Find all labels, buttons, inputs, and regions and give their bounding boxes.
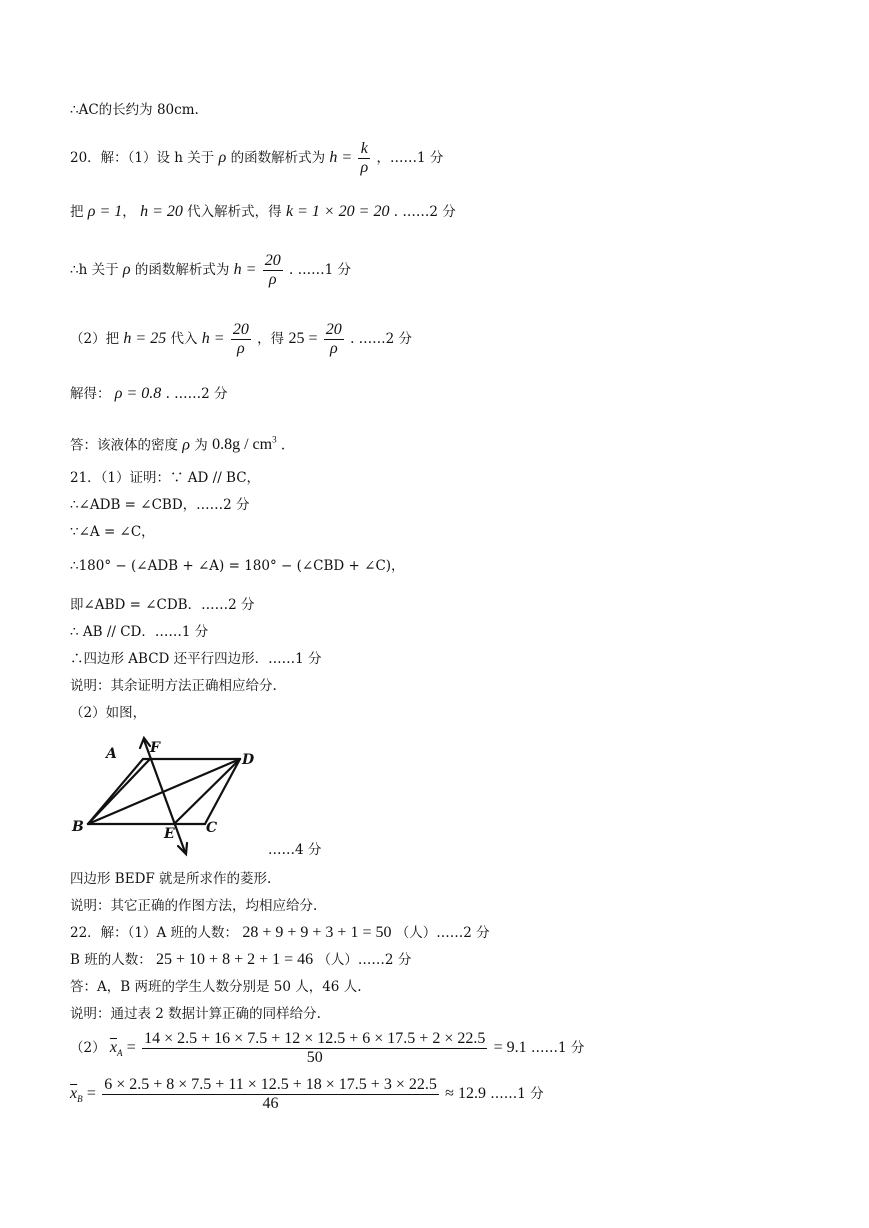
text-line-class-a-count	[70, 923, 490, 943]
text-segment: .	[280, 437, 286, 454]
text-line-20-intro	[70, 140, 443, 177]
fraction-numerator: 20	[325, 321, 342, 338]
text-segment: 代入解析式，得	[187, 204, 282, 220]
text-segment: 的函数解析式为	[134, 262, 230, 278]
x-bar: $\overline{x}$	[70, 1085, 78, 1102]
subscript-b: B	[77, 1094, 83, 1105]
text-segment: ，……1 分	[376, 150, 444, 166]
fraction-numerator: 20	[232, 321, 249, 338]
fraction-20-over-rho	[324, 321, 344, 358]
superscript-3: 3	[272, 435, 277, 445]
fraction-k-over-rho	[358, 140, 370, 177]
text-line-mean-a: （2） $\overline{x}_A$ = $\frac{14 \times 2.5 + 16 \times 7.5 + 12 \times 12.5 + 6 \times 17.5 + 2 \times 22.5}{50}$ = 9.1 ……1 分	[70, 1030, 585, 1066]
text-line-class-b-count	[70, 950, 411, 970]
x-bar: $\overline{x}$	[109, 1039, 117, 1056]
text-line-solution	[70, 384, 228, 404]
text-segment: 20．解：（1）设 h 关于	[70, 150, 215, 166]
text-line-rhombus: 四边形 BEDF 就是所求作的菱形.	[70, 871, 272, 887]
figure-label-f: F	[150, 740, 160, 756]
text-segment: （2）把	[70, 331, 120, 347]
text-segment: 22．解：（1）A 班的人数：	[70, 925, 239, 941]
fraction-denominator: ρ	[237, 340, 245, 357]
text-segment: （人）……2 分	[317, 952, 412, 968]
fraction-denominator: 50	[306, 1049, 323, 1066]
text-line-note-1: 说明：其余证明方法正确相应给分.	[70, 678, 277, 694]
fraction-mean-b	[102, 1076, 439, 1113]
fraction-numerator: k	[358, 140, 370, 159]
subscript-a: A	[117, 1048, 123, 1059]
fraction-denominator: 46	[262, 1095, 279, 1112]
figure-label-a: A	[106, 746, 117, 762]
fraction-20-over-rho	[231, 321, 251, 358]
text-line-function	[70, 252, 351, 289]
text-line-ac-length: ∴AC的长约为 80cm.	[70, 102, 199, 118]
text-segment: （2）	[70, 1040, 106, 1056]
figure-label-c: C	[206, 820, 218, 836]
fraction-numerator: 6 × 2.5 + 8 × 7.5 + 11 × 12.5 + 18 × 17.5 + 3 × 22.5	[104, 1076, 437, 1093]
text-line-note-3: 说明：通过表 2 数据计算正确的同样给分.	[70, 1006, 321, 1022]
math-h-eq: h =	[329, 149, 353, 166]
figure-label-b: B	[72, 819, 84, 835]
fraction-denominator: ρ	[360, 159, 369, 176]
text-line-answer-density	[70, 430, 285, 455]
fraction-denominator: ρ	[329, 340, 338, 357]
fraction-numerator: 14 × 2.5 + 16 × 7.5 + 12 × 12.5 + 6 × 17.5 + 2 × 22.5	[144, 1030, 486, 1047]
text-segment: 代入	[170, 331, 198, 347]
text-segment: 的函数解析式为	[230, 150, 326, 166]
text-segment: ……1 分	[530, 1040, 585, 1056]
fraction-numerator: 20	[264, 252, 281, 269]
math-density	[212, 436, 277, 453]
text-line-ab-parallel-cd: ∴ AB // CD．……1 分	[70, 624, 209, 640]
text-line-180-equation: ∴180° − (∠ADB + ∠A) = 180° − (∠CBD + ∠C)，	[70, 558, 405, 574]
math-25-eq: 25 =	[288, 330, 318, 347]
text-line-substitute: 把 ρ = 1， h = 20 代入解析式，得 k = 1 × 20 = 20 . ……2 分	[70, 203, 456, 220]
math-x-bar-a	[109, 1039, 123, 1059]
text-line-part2	[70, 321, 412, 358]
text-line-as-figure: （2）如图，	[70, 705, 147, 721]
text-line-mean-b: $\overline{x}_B$ = $\frac{6 \times 2.5 + 8 \times 7.5 + 11 \times 12.5 + 18 \times 17.5 + 3 \times 22.5}{46}$ ≈ 12.9 ……1 分	[70, 1076, 544, 1112]
math-rho-eq-1: ρ = 1	[87, 203, 123, 220]
segment-de	[174, 759, 240, 824]
text-line-angle-adb: ∴∠ADB = ∠CBD，……2 分	[70, 497, 250, 513]
text-segment: 把	[70, 204, 84, 220]
text-line-21-proof: 21．（1）证明：∵ AD // BC，	[70, 470, 261, 486]
text-line-4-points: ……4 分	[268, 842, 322, 858]
figure-label-d: D	[242, 752, 255, 768]
text-segment: （人）……2 分	[395, 925, 490, 941]
rhombus-construction-figure	[70, 734, 270, 868]
text-segment: . ……2 分	[393, 204, 456, 220]
math-h-eq: h =	[233, 261, 257, 278]
text-segment: ，得	[257, 331, 285, 347]
text-line-answer-counts: 答：A，B 两班的学生人数分别是 50 人，46 人.	[70, 979, 362, 995]
text-segment: . ……1 分	[289, 262, 352, 278]
math-class-b-sum: 25 + 10 + 8 + 2 + 1 = 46	[156, 951, 314, 968]
math-rho: ρ	[218, 149, 227, 166]
math-rho: ρ	[122, 261, 131, 278]
text-segment: B 班的人数：	[70, 952, 152, 968]
fraction-mean-a	[142, 1030, 487, 1067]
math-class-a-sum: 28 + 9 + 9 + 3 + 1 = 50	[242, 924, 392, 941]
figure-label-e: E	[164, 826, 175, 842]
math-h-eq-20: h = 20	[140, 203, 183, 220]
text-segment: 解得：	[70, 386, 111, 402]
text-segment: ∴h 关于	[70, 262, 119, 278]
math-mean-a-result: = 9.1	[493, 1039, 527, 1056]
math-mean-b-result: ≈ 12.9	[445, 1085, 486, 1102]
density-value: 0.8g / cm	[212, 436, 273, 454]
text-segment: 答：该液体的密度	[70, 437, 178, 454]
math-h-eq-25: h = 25	[123, 330, 167, 347]
text-segment: ……1 分	[490, 1086, 544, 1102]
segment-cd	[205, 759, 240, 824]
text-line-angle-abd: 即∠ABD = ∠CDB．……2 分	[70, 597, 255, 613]
math-rho-value: ρ = 0.8	[114, 385, 162, 402]
math-h-eq: h =	[201, 330, 225, 347]
text-line-parallelogram: ∴四边形 ABCD 还平行四边形．……1 分	[70, 651, 322, 667]
fraction-denominator: ρ	[268, 271, 277, 288]
math-k-calc: k = 1 × 20 = 20	[285, 203, 390, 220]
text-line-angle-a-c: ∵∠A = ∠C，	[70, 524, 155, 540]
text-line-note-2: 说明：其它正确的作图方法，均相应给分.	[70, 898, 318, 914]
math-x-bar-b	[70, 1085, 83, 1105]
text-segment: . ……2 分	[350, 331, 413, 347]
segment-bf	[88, 759, 150, 824]
math-rho: ρ	[182, 436, 190, 454]
text-segment: . ……2 分	[165, 386, 228, 402]
text-segment: 为	[194, 437, 208, 454]
fraction-20-over-rho	[263, 252, 283, 289]
